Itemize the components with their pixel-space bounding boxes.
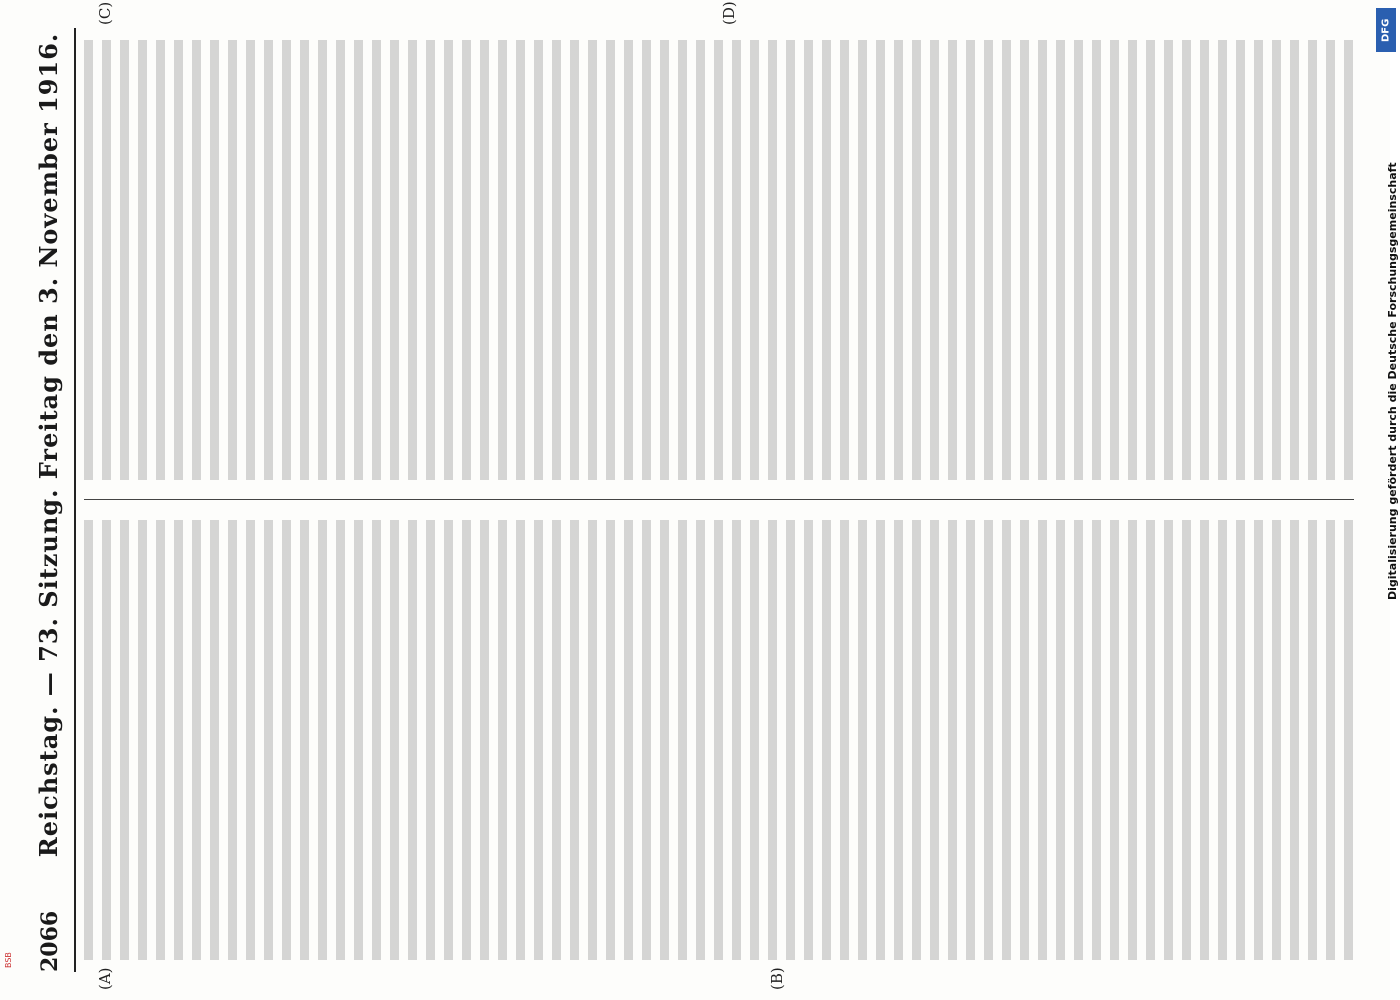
margin-letter-c: (C) (96, 1, 114, 25)
page-header (34, 28, 76, 972)
dfg-logo-icon: DFG (1376, 8, 1396, 52)
running-title: Reichstag. — 73. Sitzung. Freitag den 3. November 1916. (34, 32, 63, 858)
illegible-text-placeholder (84, 40, 1354, 480)
funding-note: Digitalisierung gefördert durch die Deutsche Forschungsgemeinschaft (1386, 162, 1399, 600)
margin-letter-d: (D) (720, 1, 738, 25)
library-mark: BSB (4, 952, 13, 968)
text-column-left (84, 520, 1354, 960)
margin-letter-b: (B) (768, 967, 786, 990)
page-number: 2066 (37, 910, 63, 972)
text-column-right (84, 40, 1354, 480)
column-divider (84, 499, 1354, 500)
illegible-text-placeholder (84, 520, 1354, 960)
margin-letter-a: (A) (96, 967, 114, 990)
